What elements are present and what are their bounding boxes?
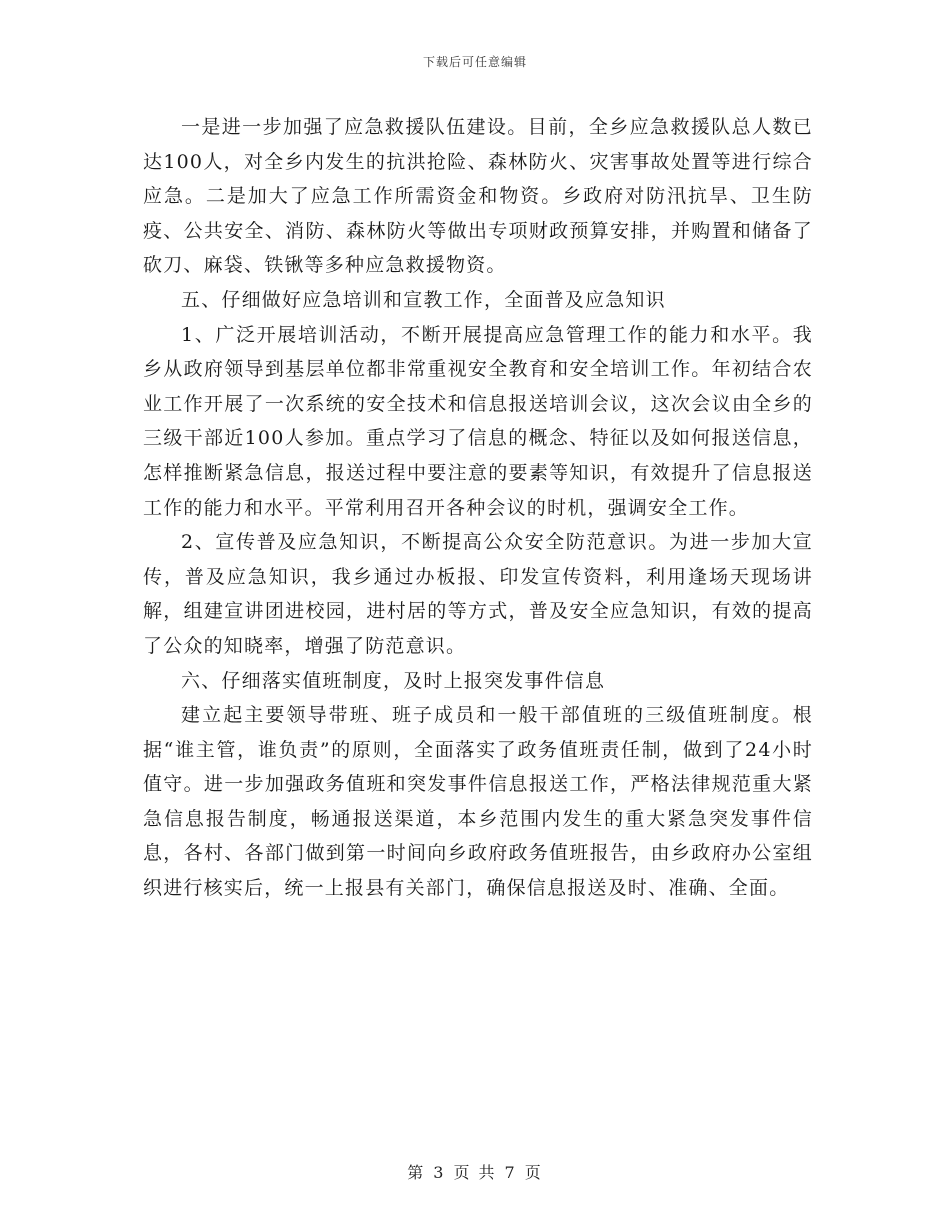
document-body [143,110,813,906]
paragraph-training: 1、广泛开展培训活动，不断开展提高应急管理工作的能力和水平。我乡从政府领导到基层单位都非常重视安全教育和安全培训工作。年初结合农业工作开展了一次系统的安全技术和信息报送培训会议，这次会议由全乡的三级干部近100人参加。重点学习了信息的概念、特征以及如何报送信息，怎样推断紧急信息，报送过程中要注意的要素等知识，有效提升了信息报送工作的能力和水平。平常利用召开各种会议的时机，强调安全工作。 [143,323,813,519]
page-header-note: 下载后可任意编辑 [422,55,527,69]
page-total-number: 7 [504,1163,517,1182]
page-label-suffix: 页 [524,1163,543,1182]
paragraph-duty-system: 建立起主要领导带班、班子成员和一般干部值班的三级值班制度。根据“谁主管，谁负责”的原则，全面落实了政务值班责任制，做到了24小时值守。进一步加强政务值班和突发事件信息报送工作，严格法律规范重大紧急信息报告制度，畅通报送渠道，本乡范围内发生的重大紧急突发事件信息，各村、各部门做到第一时间向乡政府政务值班报告，由乡政府办公室组织进行核实后，统一上报县有关部门，确保信息报送及时、准确、全面。 [143,704,813,900]
page-footer [0,1160,950,1183]
section-heading-six: 六、仔细落实值班制度，及时上报突发事件信息 [181,669,606,692]
page-label-middle: 页 共 [453,1163,497,1182]
page-label-prefix: 第 [407,1163,426,1182]
section-heading-five: 五、仔细做好应急培训和宣教工作，全面普及应急知识 [181,288,666,311]
page-current-number: 3 [433,1163,446,1182]
paragraph-publicity: 2、宣传普及应急知识，不断提高公众安全防范意识。为进一步加大宣传，普及应急知识，我乡通过办板报、印发宣传资料，利用逢场天现场讲解，组建宣讲团进校园，进村居的等方式，普及安全应急知识，有效的提高了公众的知晓率，增强了防范意识。 [143,531,813,657]
paragraph-emergency-team: 一是进一步加强了应急救援队伍建设。目前，全乡应急救援队总人数已达100人，对全乡内发生的抗洪抢险、森林防火、灾害事故处置等进行综合应急。二是加大了应急工作所需资金和物资。乡政府对防汛抗旱、卫生防疫、公共安全、消防、森林防火等做出专项财政预算安排，并购置和储备了砍刀、麻袋、铁锹等多种应急救援物资。 [143,116,813,277]
